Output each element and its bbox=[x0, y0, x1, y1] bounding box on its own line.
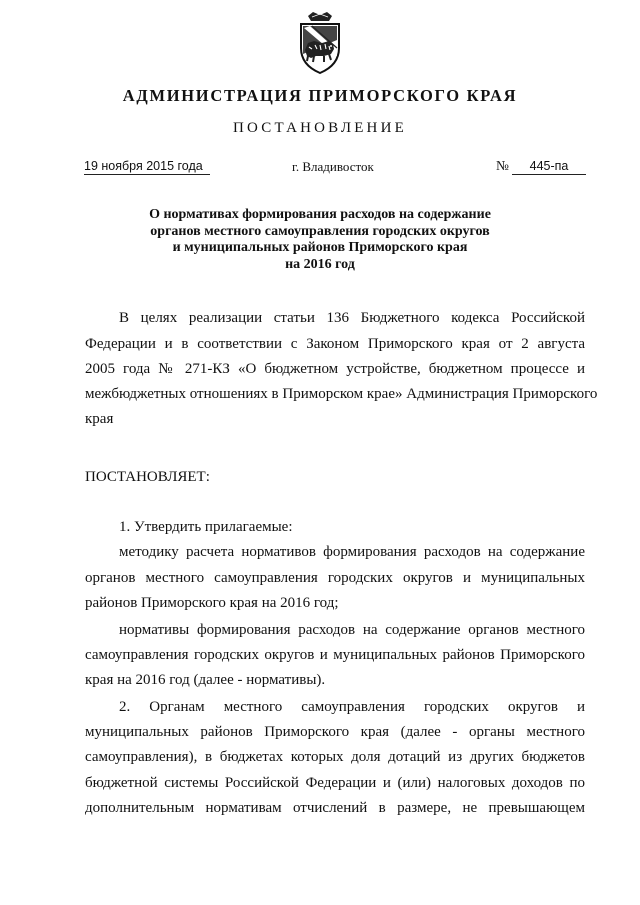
paragraph-1-heading: 1. Утвердить прилагаемые: bbox=[119, 519, 293, 535]
document-city: г. Владивосток bbox=[292, 159, 374, 174]
preamble-line: Федерации и в соответствии с Законом Приморского края от 2 августа bbox=[85, 336, 585, 352]
paragraph-1-item-2-line: края на 2016 год (далее - нормативы). bbox=[85, 672, 326, 688]
paragraph-2-line: 2. Органам местного самоуправления городских округов и bbox=[119, 699, 585, 715]
paragraph-1-item-1-line: районов Приморского края на 2016 год; bbox=[85, 595, 339, 611]
paragraph-1-item-1-line: органов местного самоуправления городских округов и муниципальных bbox=[85, 570, 585, 586]
paragraph-2-line: самоуправления), в бюджетах которых доля дотаций из других бюджетов bbox=[85, 749, 585, 765]
document-date: 19 ноября 2015 года bbox=[84, 158, 210, 175]
coat-of-arms-emblem bbox=[298, 10, 342, 76]
preamble-line: В целях реализации статьи 136 Бюджетного кодекса Российской bbox=[119, 310, 585, 326]
paragraph-1-item-2-line: самоуправления городских округов и муниципальных районов Приморского bbox=[85, 647, 585, 663]
document-title bbox=[100, 207, 540, 273]
organization-name: АДМИНИСТРАЦИЯ ПРИМОРСКОГО КРАЯ bbox=[122, 86, 518, 105]
preamble-line: 2005 года № 271-КЗ «О бюджетном устройстве, бюджетном процессе и bbox=[85, 361, 585, 377]
title-line: и муниципальных районов Приморского края bbox=[172, 240, 468, 255]
title-line: органов местного самоуправления городских округов bbox=[150, 223, 490, 239]
title-line: О нормативах формирования расходов на содержание bbox=[149, 207, 491, 222]
preamble-line: края bbox=[85, 411, 114, 427]
preamble-line: межбюджетных отношениях в Приморском крае» Администрация Приморского bbox=[85, 386, 598, 402]
paragraph-1-item-1-line: методику расчета нормативов формирования расходов на содержание bbox=[119, 544, 585, 560]
paragraph-2-line: бюджетной системы Российской Федерации и (или) налоговых доходов по bbox=[85, 775, 585, 791]
resolves-heading: ПОСТАНОВЛЯЕТ: bbox=[85, 469, 210, 485]
paragraph-2-line: муниципальных районов Приморского края (далее - органы местного bbox=[85, 724, 585, 740]
document-type: ПОСТАНОВЛЕНИЕ bbox=[233, 120, 407, 136]
title-line: на 2016 год bbox=[285, 256, 355, 272]
document-number-label: № bbox=[496, 158, 509, 173]
document-number: 445-па bbox=[512, 158, 586, 175]
paragraph-2-line: дополнительным нормативам отчислений в размере, не превышающем bbox=[85, 800, 585, 816]
paragraph-1-item-2-line: нормативы формирования расходов на содержание органов местного bbox=[119, 622, 585, 638]
